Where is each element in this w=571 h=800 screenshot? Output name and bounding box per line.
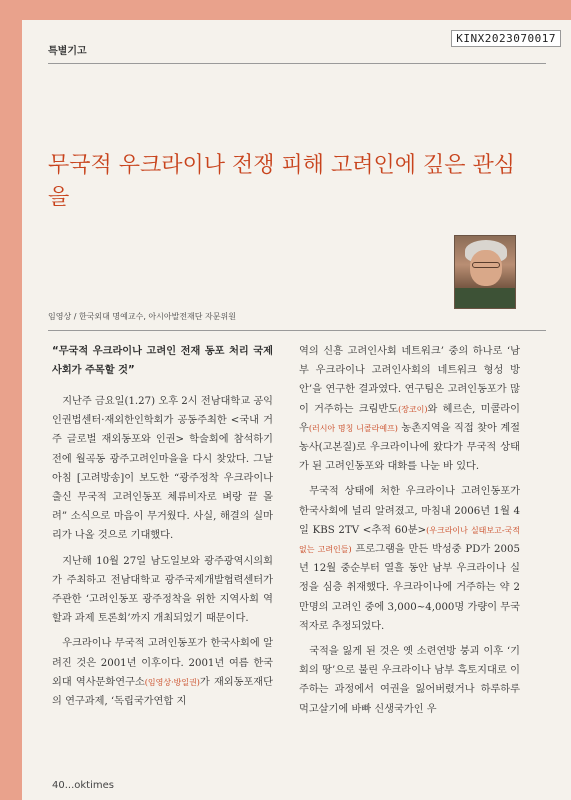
paragraph: 우크라이나 무국적 고려인동포가 한국사회에 알려진 것은 2001년 이후이다. 2001년 여름 한국외대 역사문화연구소(임영상·방일권)가 재외동포재단의 연구과제, ‘독립국가연합 지 xyxy=(52,638,273,708)
paragraph: 역의 신흥 고려인사회 네트워크’ 중의 하나로 ‘남부 우크라이나 고려인사회의 네트워크 형성 방안’을 연구한 결과였다. 연구팀은 고려인동포가 많이 거주하는 크림반도(장코이)와 헤르손, 미콜라이우(러시아 명칭 니콜라예프) 농촌지역을 직접 찾아 계절농사(고본질)로 우크라이나에 왔다가 무국적 상태가 된 고려인동포와 대화를 나눈 바 있다. xyxy=(299,346,520,473)
inline-note: (장코이) xyxy=(398,404,428,414)
author-byline: 임영상 / 한국외대 명예교수, 아시아발전재단 자문위원 xyxy=(48,312,236,321)
page-footer: 40...oktimes xyxy=(52,780,114,791)
article-title: 무국적 우크라이나 전쟁 피해 고려인에 깊은 관심을 xyxy=(48,153,516,210)
byline-divider xyxy=(48,330,546,331)
paragraph: 지난해 10월 27일 남도일보와 광주광역시의회가 주최하고 전남대학교 광주국제개발협력센터가 주관한 ‘고려인동포 광주정착을 위한 지역사회 역할과 과제 토론회’까지 개최되었기 때문이다. xyxy=(52,555,273,625)
section-label: 특별기고 xyxy=(48,46,87,57)
author-photo xyxy=(454,235,516,309)
inline-note: (우크라이나 실태보고-국적 없는 고려인들) xyxy=(299,525,521,555)
magazine-page xyxy=(22,20,571,800)
paragraph: 지난주 금요일(1.27) 오후 2시 전남대학교 공익인권법센터·재외한인학회가 공동주최한 <국내 거주 글로벌 재외동포와 인권> 학술회에 참석하기 전에 월곡동 광주고려인마을을 다시 찾았다. 그날 아침 [고려방송]이 보도한 “광주정착 우크라이나 출신 무국적 고려인동포 체류비자로 벼랑 끝 몰려” 소식으로 마음이 무거웠다. 사실, 해결의 실마리가 나올 것으로 기대했다. xyxy=(52,396,273,542)
body-column-right xyxy=(299,342,520,719)
archive-stamp: KINX2023070017 xyxy=(451,30,561,47)
lead-quote: “무국적 우크라이나 고려인 전재 동포 처리 국제사회가 주목할 것” xyxy=(52,346,273,376)
inline-note: (러시아 명칭 니콜라예프) xyxy=(308,423,398,433)
body-column-left xyxy=(52,342,273,711)
paragraph: 국적을 잃게 된 것은 옛 소련연방 붕괴 이후 ‘기회의 땅’으로 불린 우크라이나 남부 흑토지대로 이주하는 과정에서 여권을 잃어버렸거나 하루하루 먹고살기에 바빠 신생국가인 우 xyxy=(299,646,520,715)
inline-note: (임영상·방일권) xyxy=(144,677,200,687)
paragraph: 무국적 상태에 처한 우크라이나 고려인동포가 한국사회에 널리 알려졌고, 마침내 2006년 1월 4일 KBS 2TV <추적 60분>(우크라이나 실태보고-국적 없는 고려인들) 프로그램을 만든 박성중 PD가 2005년 12월 중순부터 열흘 동안 남부 우크라이나 실정을 심층 취재했다. 우크라이나에 거주하는 약 2만명의 고려인 중에 3,000~4,000명 가량이 무국적자로 추정되었다. xyxy=(299,486,521,632)
section-divider xyxy=(48,63,546,64)
